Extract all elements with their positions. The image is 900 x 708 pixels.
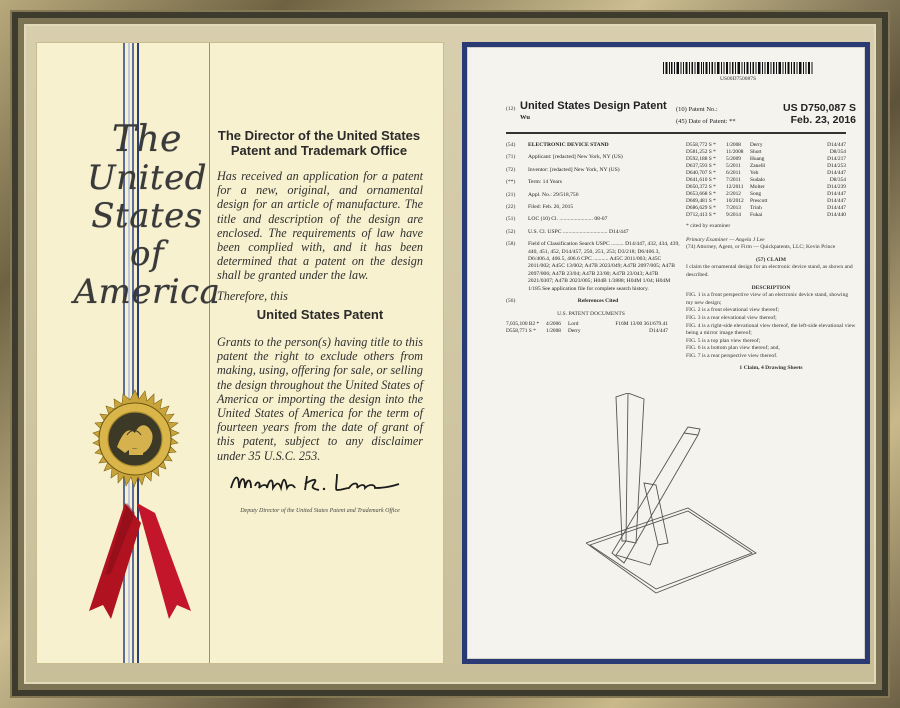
code-12: (12) [506,106,516,112]
director-heading: The Director of the United States Patent and Trademark Office [217,128,421,158]
biblio-item: (56) References Cited [506,298,619,305]
us-patent-docs-label: U.S. PATENT DOCUMENTS [557,310,625,317]
biblio-item: (22) Filed: Feb. 26, 2015 [506,204,574,211]
biblio-item: (21) Appl. No.: 29/518,756 [506,191,579,198]
citation-row: D650,372 S * 12/2011 Molter D14/239 [686,184,846,190]
citation-row: D640,707 S * 6/2011 Yeh D14/447 [686,170,846,176]
primary-examiner: Primary Examiner — Angela J Lee [686,236,765,243]
figure-list [686,292,856,360]
code-45: (45) [676,118,687,125]
biblio-item: (54) ELECTRONIC DEVICE STAND [506,142,609,148]
patent-date: Feb. 23, 2016 [790,114,856,126]
signature-image [225,468,405,498]
citation-row: D686,629 S * 7/2013 Trinh D14/447 [686,205,846,211]
patent-page [467,47,865,659]
usa-title-united: United [87,158,207,198]
signature-caption: Deputy Director of the United States Patent and Trademark Office [240,508,400,514]
figure-description: FIG. 2 is a front elevational view thereof; [686,307,779,314]
patent-no-label: Patent No.: [688,106,718,113]
usa-title [67,121,227,311]
citation-row: D712,413 S * 9/2014 Fukai D14/440 [686,212,846,218]
citation-row: D558,772 S * 1/2008 Derry D14/447 [686,142,846,148]
design-patent-document [462,42,870,664]
intro-text: Has received an application for a patent for a new, original, and ornamental design for an article of manufacture. The title and description of the design are enclosed. The requirements of law have been complied with, and it has been determined that a patent on the design shall be granted under the law. [217,169,423,283]
bibliographic-column [506,142,681,335]
claims-summary: 1 Claim, 4 Drawing Sheets [739,364,803,371]
usa-title-the: The [111,119,182,160]
patent-certificate [36,42,444,664]
usa-title-america: America [73,272,221,312]
citation-row: D669,481 S * 10/2012 Prescott D14/447 [686,198,846,204]
biblio-item: (**) Term: 14 Years [506,179,562,186]
description-heading: DESCRIPTION [751,284,791,291]
citation-row: D653,668 S * 2/2012 Song D14/447 [686,191,846,197]
patent-doc-title: United States Design Patent [520,100,667,112]
citation-row: D558,771 S * 1/2008 Derry D14/447 [506,328,668,335]
cited-by-examiner: * cited by examiner [686,223,731,229]
citation-row: D637,593 S * 5/2011 Zanelli D14/253 [686,163,846,169]
header-rule [506,132,846,134]
patent-header-right [676,102,856,126]
citations-claim-column [686,142,856,372]
biblio-item: (71) Applicant: [redacted] New York, NY (US) [506,154,623,161]
grant-text: Grants to the person(s) having title to this patent the right to exclude others from making, using, offering for sale, or selling the design throughout the United States of America or importing the design into the United States of America for the term of fourteen years from the date of grant of this patent, subject to any disclaimer under 35 U.S.C. 253. [217,335,423,463]
claim-heading: (57) CLAIM [755,256,786,263]
citation-row: D592,188 S * 5/2009 Huang D14/217 [686,156,846,162]
attorney: (74) Attorney, Agent, or Firm — Quickpatents, LLC; Kevin Prince [686,244,836,251]
figure-description: FIG. 7 is a rear perspective view thereof. [686,352,778,359]
usa-title-states: States [91,196,203,236]
code-10: (10) [676,106,687,113]
patent-title: United States Patent [256,307,384,322]
patent-number: US D750,087 S [783,102,856,114]
device-stand-drawing [586,393,776,608]
figure-description: FIG. 1 is a front perspective view of an electronic device stand, showing my new design; [686,292,849,306]
usa-title-of: of [129,234,165,274]
biblio-item: (58) Field of Classification Search USPC ......... D14/447, 432, 434, 439, 440, 451, 452, D14/457, 250, 251, 253; D3/218; D6/406.3, D6/406.4, 406.5, 406.6 CPC ........... A45C 2011/003; A45C 2011/002; A45C 13/002; A47B 2023/049; A47B 2097/005; A47B 2097/006; A47B 23/04; A47B 23/00; A47B 23/043; A47B 2021/0307; A47B 2023/005; H04B 1/3888; H04M 1/04; H04M 1/185 See application file for complete search history. [506,241,680,292]
date-label: Date of Patent: [688,118,728,125]
figure-description: FIG. 3 is a rear elevational view thereof; [686,314,777,321]
inventor-surname: Wu [520,114,530,121]
figure-description: FIG. 5 is a top plan view thereof; [686,337,761,344]
gold-seal [79,389,191,501]
red-ribbon [77,483,197,623]
figure-description: FIG. 4 is a right-side elevational view thereof, the left-side elevational view being a mirror image thereof; [686,322,856,337]
barcode-number: US00D750087S [719,76,757,82]
biblio-item: (52) U.S. Cl. USPC ................................ D14/447 [506,228,629,235]
citation-row: D641,610 S * 7/2011 Sudalo D8/354 [686,177,846,183]
biblio-item: (72) Inventor: [redacted] New York, NY (US) [506,166,620,173]
figure-description: FIG. 6 is a bottom plan view thereof; and, [686,345,780,352]
claim-text: I claim the ornamental design for an electronic device stand, as shown and described. [686,264,853,278]
citation-row: D581,252 S * 11/2008 Short D8/354 [686,149,846,155]
biblio-item: (51) LOC (10) Cl. ........................ 08-07 [506,216,608,223]
citation-list [686,142,856,219]
date-marker: ** [729,118,736,125]
citation-row: 7,035,100 B2 * 4/2006 Lord F16M 13/00 361/679.41 [506,321,668,328]
barcode-image [663,62,813,74]
therefore-text: Therefore, this [217,289,288,303]
